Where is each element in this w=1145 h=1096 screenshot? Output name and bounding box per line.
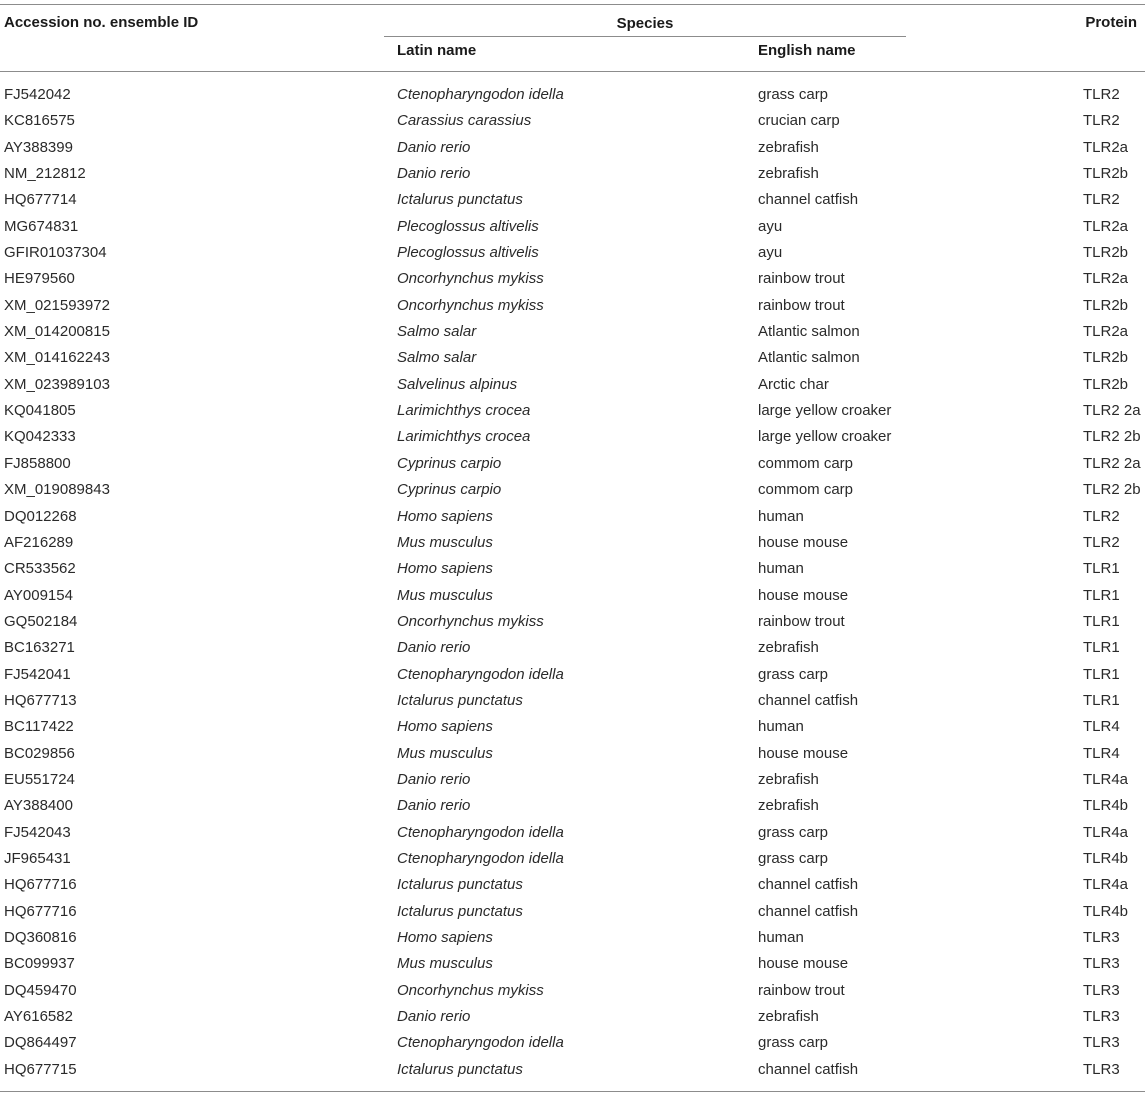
header-latin-name: Latin name [397, 42, 477, 59]
table-row [0, 160, 1145, 186]
cell-latin-name: Mus musculus [397, 533, 493, 551]
table-row [0, 740, 1145, 766]
cell-english-name: rainbow trout [758, 296, 845, 314]
table-row [0, 397, 1145, 423]
cell-english-name: house mouse [758, 744, 849, 762]
cell-protein: TLR2 2a [1083, 402, 1141, 420]
cell-english-name: zebrafish [758, 770, 819, 788]
cell-accession: BC099937 [4, 955, 75, 973]
table-row [0, 845, 1145, 871]
cell-accession: HQ677716 [4, 876, 77, 894]
cell-accession: AY388399 [4, 138, 73, 156]
cell-protein: TLR1 [1083, 586, 1120, 604]
cell-latin-name: Ctenopharyngodon idella [397, 849, 564, 867]
table-row [0, 950, 1145, 976]
table-row [0, 687, 1145, 713]
cell-english-name: rainbow trout [758, 612, 845, 630]
cell-english-name: human [758, 929, 804, 946]
cell-protein: TLR2 [1083, 533, 1120, 551]
cell-accession: AY616582 [4, 1008, 73, 1026]
cell-accession: FJ542043 [4, 823, 71, 841]
cell-latin-name: Homo sapiens [397, 560, 493, 578]
cell-english-name: human [758, 560, 804, 578]
cell-english-name: Atlantic salmon [758, 349, 860, 367]
cell-accession: HQ677714 [4, 191, 77, 209]
cell-protein: TLR2b [1083, 244, 1129, 262]
cell-english-name: channel catfish [758, 1060, 859, 1078]
cell-english-name: grass carp [758, 823, 829, 841]
cell-protein: TLR3 [1083, 929, 1120, 946]
table-row [0, 766, 1145, 792]
cell-english-name: human [758, 718, 804, 736]
cell-latin-name: Ctenopharyngodon idella [397, 1034, 564, 1052]
cell-latin-name: Plecoglossus altivelis [397, 217, 539, 235]
table-row [0, 503, 1145, 529]
header-english-name: English name [758, 42, 856, 59]
cell-protein: TLR4b [1083, 797, 1129, 815]
cell-latin-name: Mus musculus [397, 955, 493, 973]
cell-english-name: channel catfish [758, 691, 859, 709]
cell-latin-name: Oncorhynchus mykiss [397, 612, 544, 630]
cell-protein: TLR4b [1083, 849, 1129, 867]
header-accession: Accession no. ensemble ID [4, 14, 199, 31]
cell-accession: FJ542042 [4, 86, 71, 103]
cell-accession: HQ677715 [4, 1060, 77, 1078]
cell-protein: TLR2 2a [1083, 454, 1141, 472]
cell-protein: TLR2 [1083, 86, 1120, 103]
cell-english-name: zebrafish [758, 797, 819, 815]
cell-protein: TLR2 2b [1083, 481, 1141, 499]
cell-protein: TLR2 [1083, 112, 1120, 130]
cell-latin-name: Ictalurus punctatus [397, 1060, 523, 1078]
cell-protein: TLR4 [1083, 744, 1120, 762]
table-row [0, 450, 1145, 476]
table-row [0, 423, 1145, 449]
cell-accession: BC163271 [4, 639, 75, 657]
cell-accession: KC816575 [4, 112, 75, 130]
cell-accession: DQ459470 [4, 981, 77, 999]
cell-accession: HQ677713 [4, 691, 77, 709]
cell-english-name: channel catfish [758, 876, 859, 894]
cell-accession: HE979560 [4, 270, 75, 288]
header-bottom-rule [0, 71, 1145, 72]
cell-english-name: Arctic char [758, 375, 829, 393]
table-row [0, 555, 1145, 581]
cell-protein: TLR2 [1083, 191, 1120, 209]
cell-english-name: zebrafish [758, 639, 819, 657]
table-body [0, 81, 1145, 1082]
cell-accession: KQ042333 [4, 428, 76, 446]
cell-latin-name: Danio rerio [397, 639, 471, 657]
cell-accession: DQ360816 [4, 929, 77, 946]
table-row [0, 476, 1145, 502]
cell-accession: AY009154 [4, 586, 73, 604]
table-row [0, 529, 1145, 555]
cell-english-name: Atlantic salmon [758, 323, 860, 341]
cell-latin-name: Danio rerio [397, 1008, 471, 1026]
cell-latin-name: Homo sapiens [397, 507, 493, 525]
table-row [0, 977, 1145, 1003]
cell-english-name: human [758, 507, 804, 525]
table-row [0, 318, 1145, 344]
cell-accession: BC117422 [4, 718, 74, 736]
cell-protein: TLR1 [1083, 691, 1120, 709]
cell-latin-name: Ctenopharyngodon idella [397, 86, 564, 103]
cell-english-name: grass carp [758, 1034, 829, 1052]
table-row [0, 107, 1145, 133]
cell-english-name: grass carp [758, 849, 829, 867]
cell-english-name: channel catfish [758, 902, 859, 920]
cell-protein: TLR2b [1083, 349, 1129, 367]
table-row [0, 634, 1145, 660]
header-species: Species [616, 15, 674, 32]
table-row [0, 924, 1145, 950]
cell-protein: TLR4b [1083, 902, 1129, 920]
cell-latin-name: Ictalurus punctatus [397, 191, 523, 209]
cell-accession: GQ502184 [4, 612, 78, 630]
cell-latin-name: Mus musculus [397, 744, 493, 762]
cell-accession: JF965431 [4, 849, 71, 867]
cell-english-name: house mouse [758, 955, 849, 973]
cell-latin-name: Larimichthys crocea [397, 428, 531, 446]
cell-english-name: channel catfish [758, 191, 859, 209]
cell-accession: XM_014200815 [4, 323, 110, 341]
cell-latin-name: Larimichthys crocea [397, 402, 531, 420]
cell-protein: TLR4 [1083, 718, 1120, 736]
cell-latin-name: Danio rerio [397, 138, 471, 156]
table-row [0, 371, 1145, 397]
cell-latin-name: Salmo salar [397, 349, 477, 367]
cell-protein: TLR3 [1083, 1034, 1120, 1052]
cell-english-name: grass carp [758, 86, 829, 103]
table-row [0, 1029, 1145, 1055]
cell-accession: XM_014162243 [4, 349, 110, 367]
table-row [0, 792, 1145, 818]
cell-protein: TLR3 [1083, 955, 1120, 973]
cell-accession: AF216289 [4, 533, 74, 551]
cell-accession: AY388400 [4, 797, 73, 815]
cell-english-name: zebrafish [758, 1008, 819, 1026]
cell-accession: DQ864497 [4, 1034, 77, 1052]
table-row [0, 661, 1145, 687]
table-row [0, 344, 1145, 370]
cell-latin-name: Salvelinus alpinus [397, 375, 518, 393]
table-row [0, 265, 1145, 291]
cell-accession: KQ041805 [4, 402, 76, 420]
table-row [0, 239, 1145, 265]
cell-english-name: grass carp [758, 665, 829, 683]
cell-protein: TLR2a [1083, 138, 1129, 156]
cell-accession: XM_021593972 [4, 296, 110, 314]
cell-latin-name: Ictalurus punctatus [397, 902, 523, 920]
cell-protein: TLR3 [1083, 1008, 1120, 1026]
cell-accession: XM_019089843 [4, 481, 110, 499]
table-row [0, 134, 1145, 160]
cell-english-name: commom carp [758, 454, 854, 472]
cell-latin-name: Ictalurus punctatus [397, 876, 523, 894]
cell-english-name: large yellow croaker [758, 402, 892, 420]
cell-protein: TLR2b [1083, 296, 1129, 314]
cell-protein: TLR2a [1083, 323, 1129, 341]
table-row [0, 582, 1145, 608]
table-row [0, 1056, 1145, 1082]
cell-latin-name: Danio rerio [397, 165, 471, 183]
cell-english-name: ayu [758, 244, 783, 262]
cell-accession: EU551724 [4, 770, 75, 788]
cell-english-name: rainbow trout [758, 981, 845, 999]
cell-english-name: rainbow trout [758, 270, 845, 288]
cell-accession: FJ542041 [4, 665, 71, 683]
table-row [0, 898, 1145, 924]
cell-protein: TLR4a [1083, 770, 1129, 788]
cell-protein: TLR2a [1083, 217, 1129, 235]
table-top-rule [0, 4, 1145, 5]
table-row [0, 608, 1145, 634]
cell-latin-name: Cyprinus carpio [397, 454, 502, 472]
cell-protein: TLR4a [1083, 876, 1129, 894]
cell-accession: NM_212812 [4, 165, 86, 183]
cell-accession: HQ677716 [4, 902, 77, 920]
cell-english-name: zebrafish [758, 165, 819, 183]
cell-accession: CR533562 [4, 560, 76, 578]
cell-latin-name: Oncorhynchus mykiss [397, 981, 544, 999]
cell-latin-name: Homo sapiens [397, 929, 493, 946]
cell-protein: TLR2b [1083, 165, 1129, 183]
cell-latin-name: Ctenopharyngodon idella [397, 665, 564, 683]
cell-accession: DQ012268 [4, 507, 77, 525]
table-bottom-rule [0, 1091, 1145, 1092]
cell-accession: MG674831 [4, 217, 79, 235]
cell-latin-name: Mus musculus [397, 586, 493, 604]
cell-latin-name: Ictalurus punctatus [397, 691, 523, 709]
cell-english-name: commom carp [758, 481, 854, 499]
cell-latin-name: Homo sapiens [397, 718, 493, 736]
table-row [0, 871, 1145, 897]
cell-english-name: house mouse [758, 586, 849, 604]
cell-english-name: ayu [758, 217, 783, 235]
table-row [0, 713, 1145, 739]
cell-latin-name: Plecoglossus altivelis [397, 244, 539, 262]
cell-english-name: house mouse [758, 533, 849, 551]
table-row [0, 81, 1145, 107]
table-row [0, 819, 1145, 845]
cell-accession: XM_023989103 [4, 375, 110, 393]
cell-protein: TLR1 [1083, 639, 1120, 657]
cell-accession: FJ858800 [4, 454, 71, 472]
cell-latin-name: Cyprinus carpio [397, 481, 502, 499]
cell-latin-name: Oncorhynchus mykiss [397, 270, 544, 288]
cell-protein: TLR3 [1083, 1060, 1120, 1078]
cell-protein: TLR2b [1083, 375, 1129, 393]
cell-english-name: large yellow croaker [758, 428, 892, 446]
cell-accession: BC029856 [4, 744, 75, 762]
cell-latin-name: Oncorhynchus mykiss [397, 296, 544, 314]
cell-protein: TLR2 2b [1083, 428, 1141, 446]
cell-accession: GFIR01037304 [4, 244, 107, 262]
cell-protein: TLR1 [1083, 612, 1120, 630]
cell-protein: TLR2a [1083, 270, 1129, 288]
species-group-rule [384, 36, 906, 37]
cell-latin-name: Danio rerio [397, 770, 471, 788]
cell-protein: TLR1 [1083, 665, 1120, 683]
table-row [0, 1003, 1145, 1029]
table-row [0, 213, 1145, 239]
cell-latin-name: Carassius carassius [397, 112, 532, 130]
cell-latin-name: Danio rerio [397, 797, 471, 815]
cell-protein: TLR2 [1083, 507, 1120, 525]
cell-protein: TLR4a [1083, 823, 1129, 841]
cell-latin-name: Salmo salar [397, 323, 477, 341]
cell-protein: TLR3 [1083, 981, 1120, 999]
cell-protein: TLR1 [1083, 560, 1120, 578]
cell-english-name: crucian carp [758, 112, 840, 130]
table-row [0, 186, 1145, 212]
cell-english-name: zebrafish [758, 138, 819, 156]
cell-latin-name: Ctenopharyngodon idella [397, 823, 564, 841]
header-protein: Protein [1085, 14, 1137, 31]
table-row [0, 292, 1145, 318]
